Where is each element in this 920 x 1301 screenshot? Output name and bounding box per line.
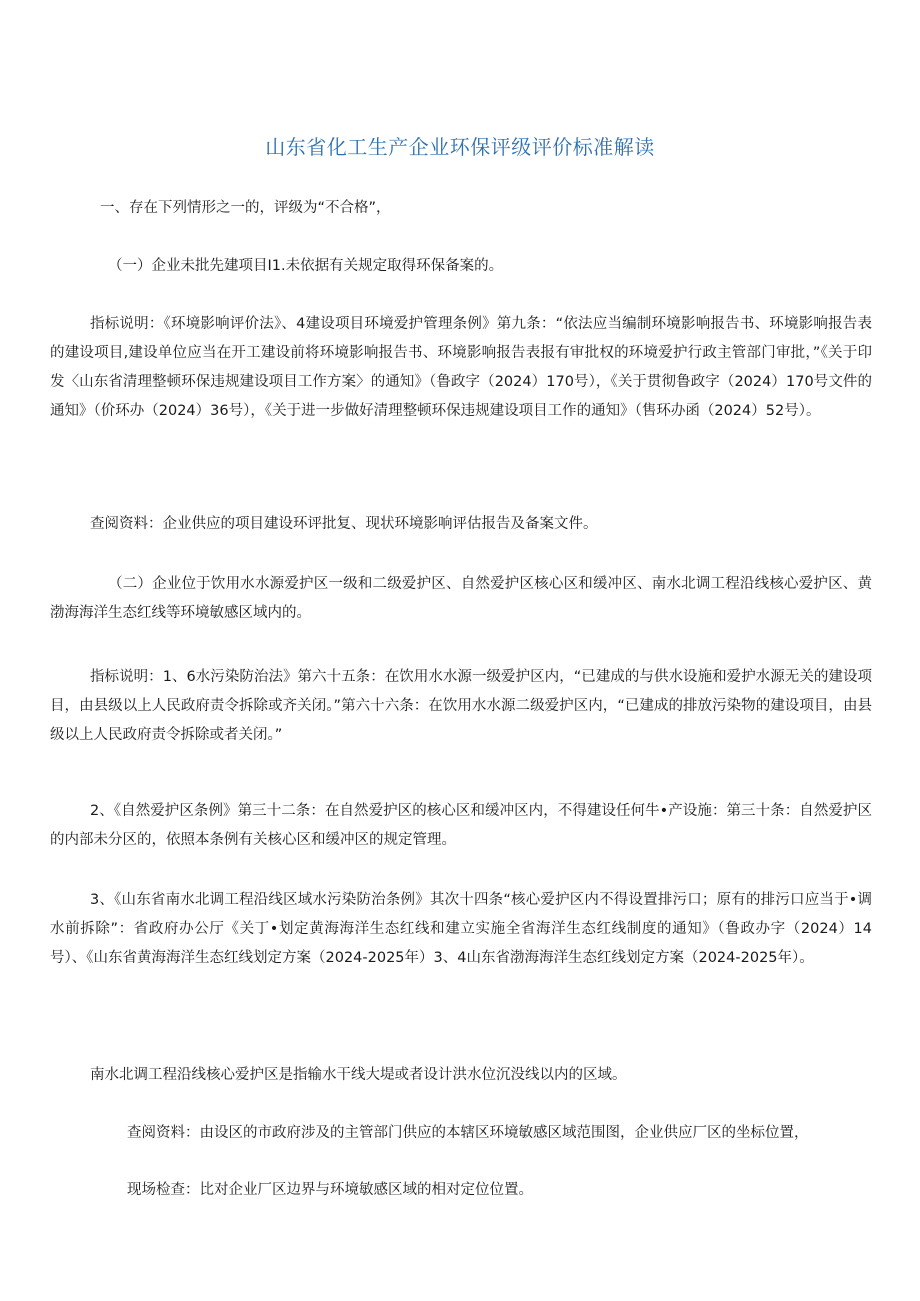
definition-note: 南水北调工程沿线核心爱护区是指输水干线大堤或者设计洪水位沉没线以内的区域。 [90, 1067, 627, 1083]
regulation-clause-2: 2、《自然爱护区条例》第三十二条：在自然爱护区的核心区和缓冲区内，不得建设任何牛•产设施：第三十条：自然爱护区的内部未分区的，依照本条例有关核心区和缓冲区的规定管理。 [50, 803, 872, 848]
section-heading-1: 一、存在下列情形之一的，评级为“不合格”， [100, 200, 391, 216]
reference-materials-1: 查阅资料：企业供应的项目建设环评批复、现状环境影响评估报告及备案文件。 [90, 516, 598, 532]
reference-materials-2: 查阅资料：由设区的市政府涉及的主管部门供应的本辖区环境敏感区域范围图，企业供应厂区的坐标位置， [127, 1125, 809, 1141]
site-inspection: 现场检查：比对企业厂区边界与环境敏感区域的相对定位位置。 [127, 1182, 533, 1198]
document-title: 山东省化工生产企业环保评级评价标准解读 [265, 135, 655, 159]
indicator-description-2: 指标说明：1、6水污染防治法》第六十五条：在饮用水水源一级爱护区内，“已建成的与供水设施和爱护水源无关的建设项目，由县级以上人民政府责令拆除或齐关闭。”第六十六条：在饮用水水源二级爱护区内，“已建成的排放污染物的建设项目，由县级以上人民政府责令拆除或者关闭。” [50, 669, 872, 743]
indicator-description-1: 指标说明：《环境影响评价法》、4建设项目环境爱护管理条例》第九条：“依法应当编制环境影响报告书、环境影响报告表的建设项目,建设单位应当在开工建设前将环境影响报告书、环境影响报告表报有审批权的环境爱护行政主管部门审批，”《关于印发〈山东省清理整顿环保违规建设项目工作方案〉的通知》（鲁政字（2024）170号），《关于贯彻鲁政字（2024）170号文件的通知》（价环办（2024）36号），《关于进一步做好清理整顿环保违规建设项目工作的通知》（售环办函（2024）52号）。 [50, 316, 872, 419]
regulation-clause-3: 3、《山东省南水北调工程沿线区域水污染防治条例》其次十四条“核心爱护区内不得设置排污口；原有的排污口应当于•调水前拆除”：省政府办公厅《关丁•划定黄海海洋生态红线和建立实施全省海洋生态红线制度的通知》（鲁政办字（2024）14号）、《山东省黄海海洋生态红线划定方案（2024-2025年）3、4山东省渤海海洋生态红线划定方案（2024-2025年）。 [50, 892, 872, 966]
item-heading-1: （一）企业未批先建项目I1.未依据有关规定取得环保备案的。 [108, 258, 504, 274]
item-heading-2: （二）企业位于饮用水水源爱护区一级和二级爱护区、自然爱护区核心区和缓冲区、南水北调工程沿线核心爱护区、黄渤海海洋生态红线等环境敏感区域内的。 [50, 576, 872, 621]
